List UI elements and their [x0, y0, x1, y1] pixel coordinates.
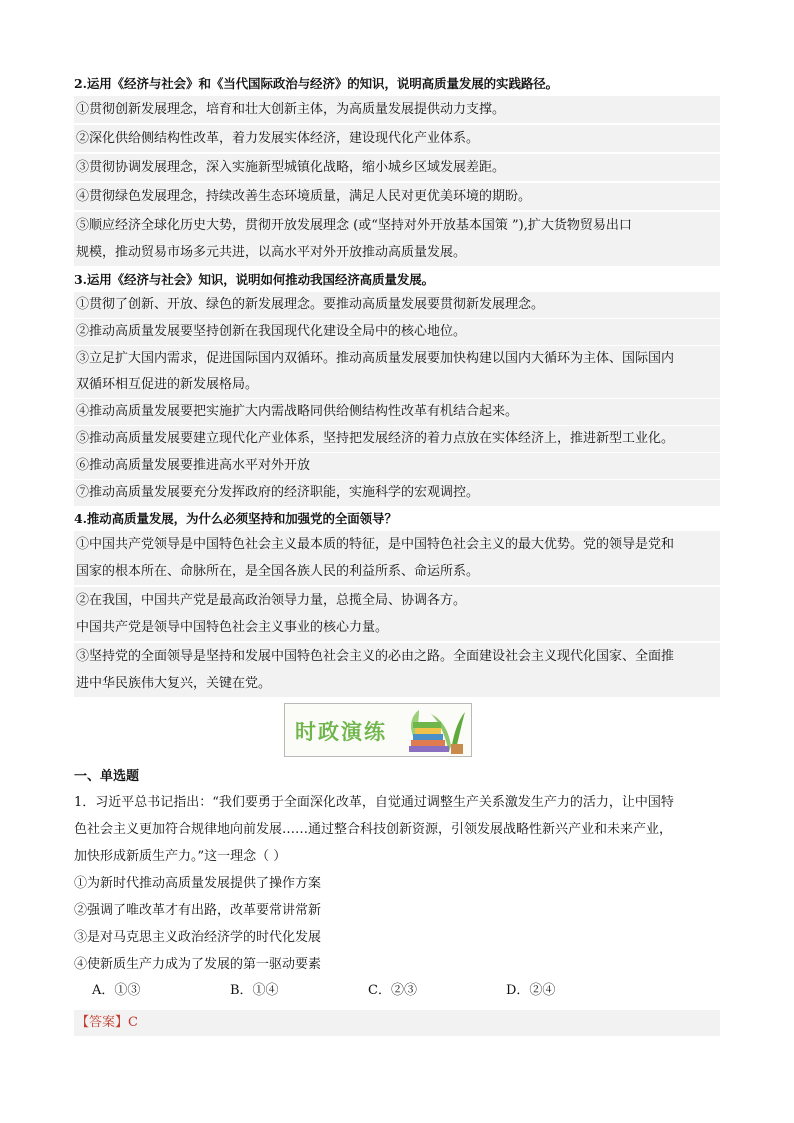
q4-line: ②在我国，中国共产党是最高政治领导力量，总揽全局、协调各方。 — [74, 587, 720, 614]
q3-line: 双循环相互促进的新发展格局。 — [74, 372, 720, 398]
q2-line: ⑤顺应经济全球化历史大势，贯彻开放发展理念 (或“坚持对外开放基本国策 ”),扩大货物贸易出口 — [74, 212, 720, 239]
question-stem-line: 色社会主义更加符合规律地向前发展……通过整合科技创新资源，引领发展战略性新兴产业和未来产业， — [74, 822, 673, 837]
choice-d[interactable]: D．②④ — [506, 983, 556, 998]
choice-b[interactable]: B．①④ — [230, 983, 279, 998]
answer-value: C — [128, 1015, 138, 1030]
banner-area — [74, 699, 720, 765]
question-stem-line: 1．习近平总书记指出：“我们要勇于全面深化改革，自觉通过调整生产关系激发生产力的活力，让中国特 — [74, 795, 674, 810]
q3-line: ④推动高质量发展要把实施扩大内需战略同供给侧结构性改革有机结合起来。 — [74, 399, 720, 425]
q3-line: ③立足扩大国内需求，促进国际国内双循环。推动高质量发展要加快构建以国内大循环为主体、国际国内 — [74, 346, 720, 372]
books-plant-icon — [401, 706, 467, 756]
q2-line: 规模，推动贸易市场多元共进，以高水平对外开放推动高质量发展。 — [74, 239, 720, 266]
q2-heading: 2.运用《经济与社会》和《当代国际政治与经济》的知识，说明高质量发展的实践路径。 — [74, 76, 559, 91]
question-option: ④使新质生产力成为了发展的第一驱动要素 — [74, 957, 322, 972]
answer-label: 【答案】 — [76, 1015, 129, 1030]
banner-title: 时政演练 — [295, 720, 387, 744]
answer-choices — [74, 978, 720, 1004]
q2-line: ④贯彻绿色发展理念，持续改善生态环境质量，满足人民对更优美环境的期盼。 — [74, 183, 720, 210]
q3-line: ②推动高质量发展要坚持创新在我国现代化建设全局中的核心地位。 — [74, 319, 720, 345]
q2-line: ①贯彻创新发展理念，培育和壮大创新主体，为高质量发展提供动力支撑。 — [74, 96, 720, 123]
question-option: ③是对马克思主义政治经济学的时代化发展 — [74, 930, 322, 945]
q3-line: ⑦推动高质量发展要充分发挥政府的经济职能，实施科学的宏观调控。 — [74, 480, 720, 506]
q4-line: 进中华民族伟大复兴，关键在党。 — [74, 670, 720, 697]
q3-line: ①贯彻了创新、开放、绿色的新发展理念。要推动高质量发展要贯彻新发展理念。 — [74, 292, 720, 318]
section-title: 一、单选题 — [74, 769, 140, 784]
q3-line: ⑥推动高质量发展要推进高水平对外开放 — [74, 453, 720, 479]
q2-line: ③贯彻协调发展理念，深入实施新型城镇化战略，缩小城乡区域发展差距。 — [74, 154, 720, 181]
question-option: ①为新时代推动高质量发展提供了操作方案 — [74, 876, 322, 891]
document-content — [74, 72, 720, 1036]
q4-line: ①中国共产党领导是中国特色社会主义最本质的特征，是中国特色社会主义的最大优势。党的领导是党和 — [74, 531, 720, 558]
answer-row — [74, 1010, 720, 1036]
question-option: ②强调了唯改革才有出路，改革要常讲常新 — [74, 903, 322, 918]
choice-a[interactable]: A．①③ — [92, 983, 141, 998]
choice-c[interactable]: C．②③ — [368, 983, 417, 998]
q4-line: 国家的根本所在、命脉所在，是全国各族人民的利益所系、命运所系。 — [74, 558, 720, 585]
question-stem-line: 加快形成新质生产力。”这一理念（ ） — [74, 849, 287, 864]
q4-line: 中国共产党是领导中国特色社会主义事业的核心力量。 — [74, 614, 720, 641]
q3-line: ⑤推动高质量发展要建立现代化产业体系，坚持把发展经济的着力点放在实体经济上，推进新型工业化。 — [74, 426, 720, 452]
q4-line: ③坚持党的全面领导是坚持和发展中国特色社会主义的必由之路。全面建设社会主义现代化国家、全面推 — [74, 643, 720, 670]
q2-line: ②深化供给侧结构性改革，着力发展实体经济，建设现代化产业体系。 — [74, 125, 720, 152]
q3-heading: 3.运用《经济与社会》知识，说明如何推动我国经济高质量发展。 — [74, 272, 435, 287]
section-banner — [284, 703, 472, 757]
q4-heading: 4.推动高质量发展，为什么必须坚持和加强党的全面领导？ — [74, 511, 397, 526]
